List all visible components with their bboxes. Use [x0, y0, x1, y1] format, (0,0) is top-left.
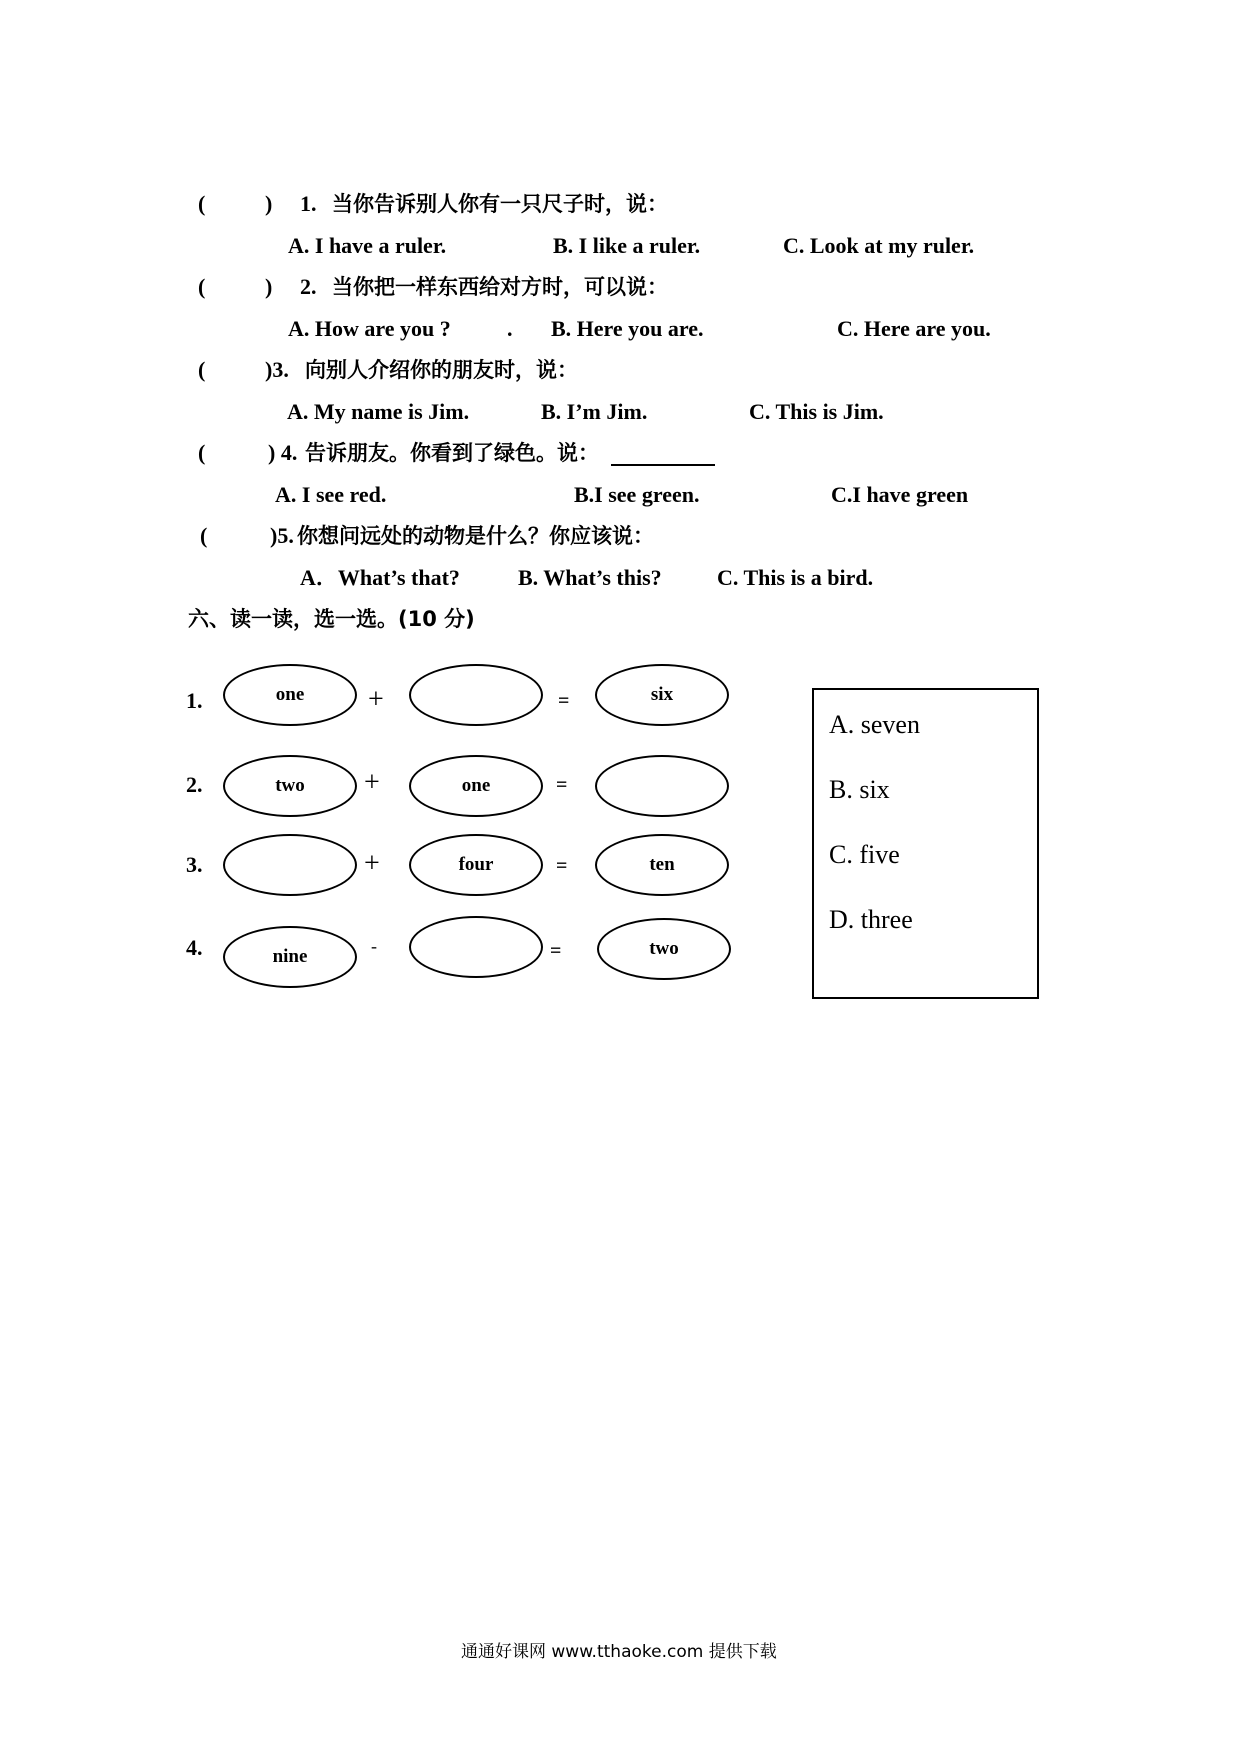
q2-prompt: 当你把一样东西给对方时，可以说： — [332, 275, 668, 299]
q5-option-b: B. What’s this? — [518, 565, 662, 590]
equation-4-minus: - — [371, 936, 377, 956]
answer-option-b: B. six — [829, 775, 890, 804]
equation-3-oval-b — [409, 834, 543, 896]
q4-paren-close-number: ) 4. — [268, 440, 298, 465]
equation-4-equals: = — [550, 940, 562, 962]
section6-title: 六、读一读，选一选。(10 分) — [188, 607, 475, 631]
q2-number: 2. — [300, 274, 317, 299]
footer-credit: 通通好课网 www.tthaoke.com 提供下载 — [461, 1642, 777, 1662]
q2-option-b: B. Here you are. — [551, 316, 704, 341]
equation-2-oval-b — [409, 755, 543, 817]
equation-2-plus: + — [364, 767, 380, 798]
equation-1-plus: + — [368, 684, 384, 715]
q5-paren-close-number: )5. — [270, 523, 294, 548]
q1-prompt: 当你告诉别人你有一只尺子时，说： — [332, 192, 668, 216]
equation-2-oval-a — [223, 755, 357, 817]
q1-option-b: B. I like a ruler. — [553, 233, 701, 258]
q3-option-a: A. My name is Jim. — [287, 399, 470, 424]
equation-3-b: four — [458, 854, 494, 875]
q3-option-c: C. This is Jim. — [749, 399, 884, 424]
q3-option-b: B. I’m Jim. — [541, 399, 648, 424]
equation-1-oval-a — [223, 664, 357, 726]
q3-paren-open: ( — [198, 357, 206, 382]
equation-1-number: 1. — [186, 688, 203, 713]
q1-paren-open: ( — [198, 191, 206, 216]
equation-1-c: six — [650, 684, 674, 705]
answer-options-box — [812, 688, 1039, 999]
q4-prompt — [305, 440, 715, 466]
equation-1-a: one — [275, 684, 305, 705]
q5-option-c: C. This is a bird. — [717, 565, 874, 590]
q2-paren-open: ( — [198, 274, 206, 299]
q4-answer-blank — [611, 442, 715, 466]
q1-number: 1. — [300, 191, 317, 216]
q1-option-a: A. I have a ruler. — [288, 233, 447, 258]
q3-prompt: 向别人介绍你的朋友时，说： — [305, 358, 578, 382]
equation-4-oval-b[interactable] — [409, 916, 543, 978]
q4-option-b: B.I see green. — [574, 482, 700, 507]
equation-4-number: 4. — [186, 935, 203, 960]
q2-paren-close: ) — [265, 274, 273, 299]
q2-stray-dot: . — [507, 316, 513, 341]
q4-option-a: A. I see red. — [275, 482, 387, 507]
q2-option-c: C. Here are you. — [837, 316, 991, 341]
q5-prompt: 你想问远处的动物是什么？你应该说： — [297, 524, 654, 548]
equation-2-oval-c[interactable] — [595, 755, 729, 817]
answer-option-a: A. seven — [829, 710, 920, 739]
equation-1-equals: = — [558, 690, 570, 712]
q4-paren-open: ( — [198, 440, 206, 465]
equation-3-plus: + — [364, 848, 380, 879]
equation-4-c: two — [649, 938, 679, 959]
equation-3-equals: = — [556, 855, 568, 877]
q1-option-c: C. Look at my ruler. — [783, 233, 975, 258]
q5-option-a: A．What’s that? — [300, 565, 460, 590]
equation-4-oval-a — [223, 926, 357, 988]
equation-3-number: 3. — [186, 852, 203, 877]
q1-paren-close: ) — [265, 191, 273, 216]
equation-2-number: 2. — [186, 772, 203, 797]
equation-1-oval-c — [595, 664, 729, 726]
q5-paren-open: ( — [200, 523, 208, 548]
equation-1-oval-b[interactable] — [409, 664, 543, 726]
answer-option-c: C. five — [829, 840, 900, 869]
q4-prompt-text: 告诉朋友。你看到了绿色。说： — [305, 441, 599, 465]
equation-3-oval-c — [595, 834, 729, 896]
equation-2-a: two — [275, 775, 305, 796]
equation-2-b: one — [461, 775, 491, 796]
equation-3-oval-a[interactable] — [223, 834, 357, 896]
q2-option-a: A. How are you ? — [288, 316, 451, 341]
q3-paren-close-number: )3. — [265, 357, 289, 382]
equation-4-oval-c — [597, 918, 731, 980]
q4-option-c: C.I have green — [831, 482, 969, 507]
equation-3-c: ten — [649, 854, 675, 875]
equation-2-equals: = — [556, 774, 568, 796]
answer-option-d: D. three — [829, 905, 913, 934]
equation-4-a: nine — [272, 946, 308, 967]
